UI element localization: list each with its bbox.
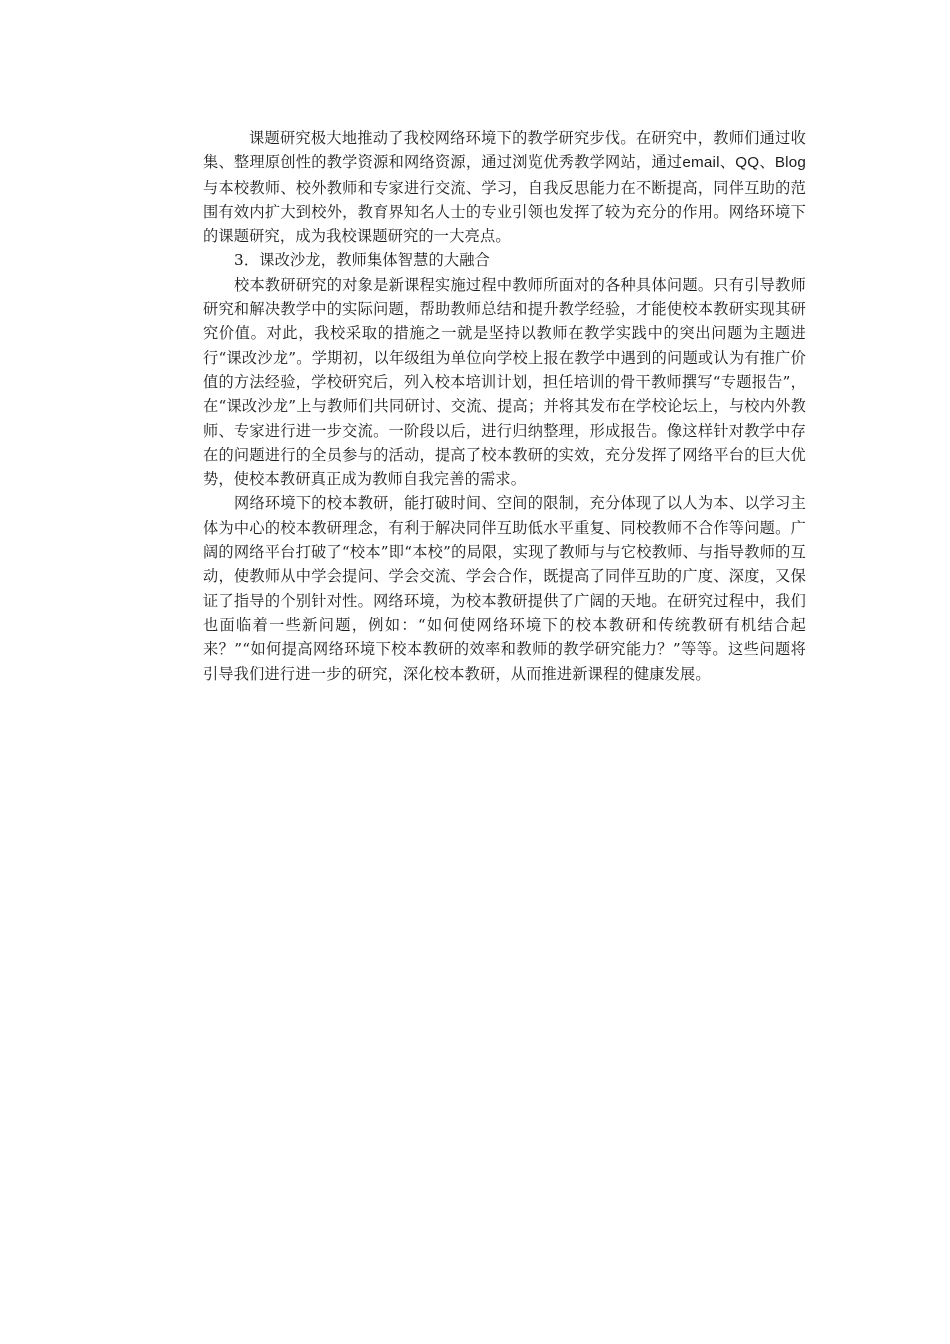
document-body — [203, 126, 806, 686]
separator-2: 、 — [759, 153, 775, 172]
separator-1: 、 — [719, 153, 736, 172]
section-heading-3: 3．课改沙龙，教师集体智慧的大融合 — [234, 251, 491, 270]
email-term: email — [682, 154, 720, 172]
paragraph-1-text-b: 与本校教师、校外教师和专家进行交流、学习，自我反思能力在不断提高，同伴互助的范围有效内扩大到校外，教育界知名人士的专业引领也发挥了较为充分的作用。网络环境下的课题研究，成为我校课题研究的一大亮点。 — [203, 178, 806, 246]
qq-term: QQ — [735, 154, 760, 172]
paragraph-1-text-a: 课题研究极大地推动了我校网络环境下的教学研究步伐。在研究中，教师们通过收集、整理原创性的教学资源和网络资源，通过浏览优秀教学网站，通过 — [203, 129, 806, 172]
blog-term: Blog — [774, 154, 807, 172]
paragraph-salon: 校本教研研究的对象是新课程实施过程中教师所面对的各种具体问题。只有引导教师研究和解决教学中的实际问题，帮助教师总结和提升教学经验，才能使校本教研实现其研究价值。对此，我校采取的措施之一就是坚持以教师在教学实践中的突出问题为主题进行“课改沙龙”。学期初，以年级组为单位向学校上报在教学中遇到的问题或认为有推广价值的方法经验，学校研究后，列入校本培训计划，担任培训的骨干教师撰写“专题报告”，在“课改沙龙”上与教师们共同研讨、交流、提高；并将其发布在学校论坛上，与校内外教师、专家进行进一步交流。一阶段以后，进行归纳整理，形成报告。像这样针对教学中存在的问题进行的全员参与的活动，提高了校本教研的实效，充分发挥了网络平台的巨大优势，使校本教研真正成为教师自我完善的需求。 — [203, 275, 806, 489]
paragraph-conclusion: 网络环境下的校本教研，能打破时间、空间的限制，充分体现了以人为本、以学习主体为中心的校本教研理念，有利于解决同伴互助低水平重复、同校教师不合作等问题。广阔的网络平台打破了“校本”即“本校”的局限，实现了教师与与它校教师、与指导教师的互动，使教师从中学会提问、学会交流、学会合作，既提高了同伴互助的广度、深度，又保证了指导的个别针对性。网络环境，为校本教研提供了广阔的天地。在研究过程中，我们也面临着一些新问题，例如：“如何使网络环境下的校本教研和传统教研有机结合起来？”“如何提高网络环境下校本教研的效率和教师的教学研究能力？”等等。这些问题将引导我们进行进一步的研究，深化校本教研，从而推进新课程的健康发展。 — [203, 494, 806, 683]
paragraph-network-research — [203, 126, 806, 248]
